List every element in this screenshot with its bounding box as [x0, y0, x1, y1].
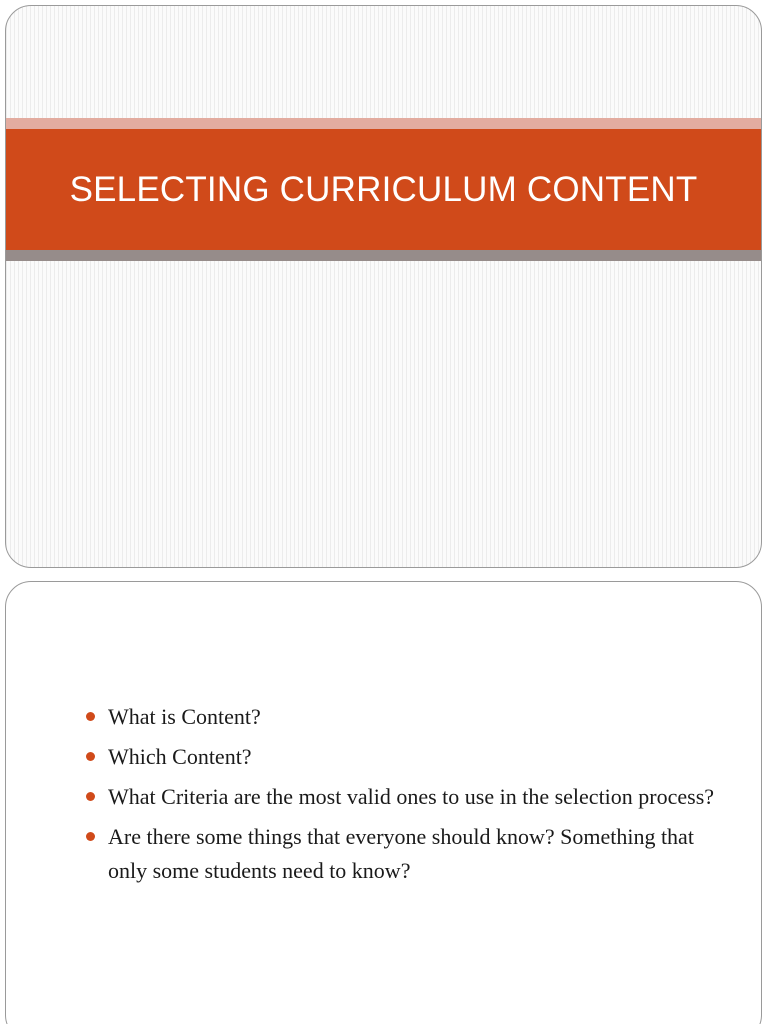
bullet-text: Which Content?	[108, 744, 252, 769]
title-slide	[5, 5, 762, 568]
title-band-top-stripe	[6, 118, 761, 129]
bullet-item	[86, 820, 726, 888]
slide-title: SELECTING CURRICULUM CONTENT	[69, 170, 698, 209]
bullet-list	[86, 700, 726, 894]
bullet-text: What Criteria are the most valid ones to use in the selection process?	[108, 784, 715, 809]
bullet-dot-icon	[86, 792, 95, 801]
bullet-dot-icon	[86, 712, 95, 721]
bullet-item	[86, 700, 726, 734]
bullet-item	[86, 780, 726, 814]
bullet-dot-icon	[86, 832, 95, 841]
bullet-text: What is Content?	[108, 704, 261, 729]
content-slide	[5, 581, 762, 1024]
bullet-item	[86, 740, 726, 774]
bullet-text: Are there some things that everyone should know? Something that only some students need to know?	[108, 824, 694, 883]
title-band-bottom-stripe	[6, 250, 761, 261]
bullet-dot-icon	[86, 752, 95, 761]
